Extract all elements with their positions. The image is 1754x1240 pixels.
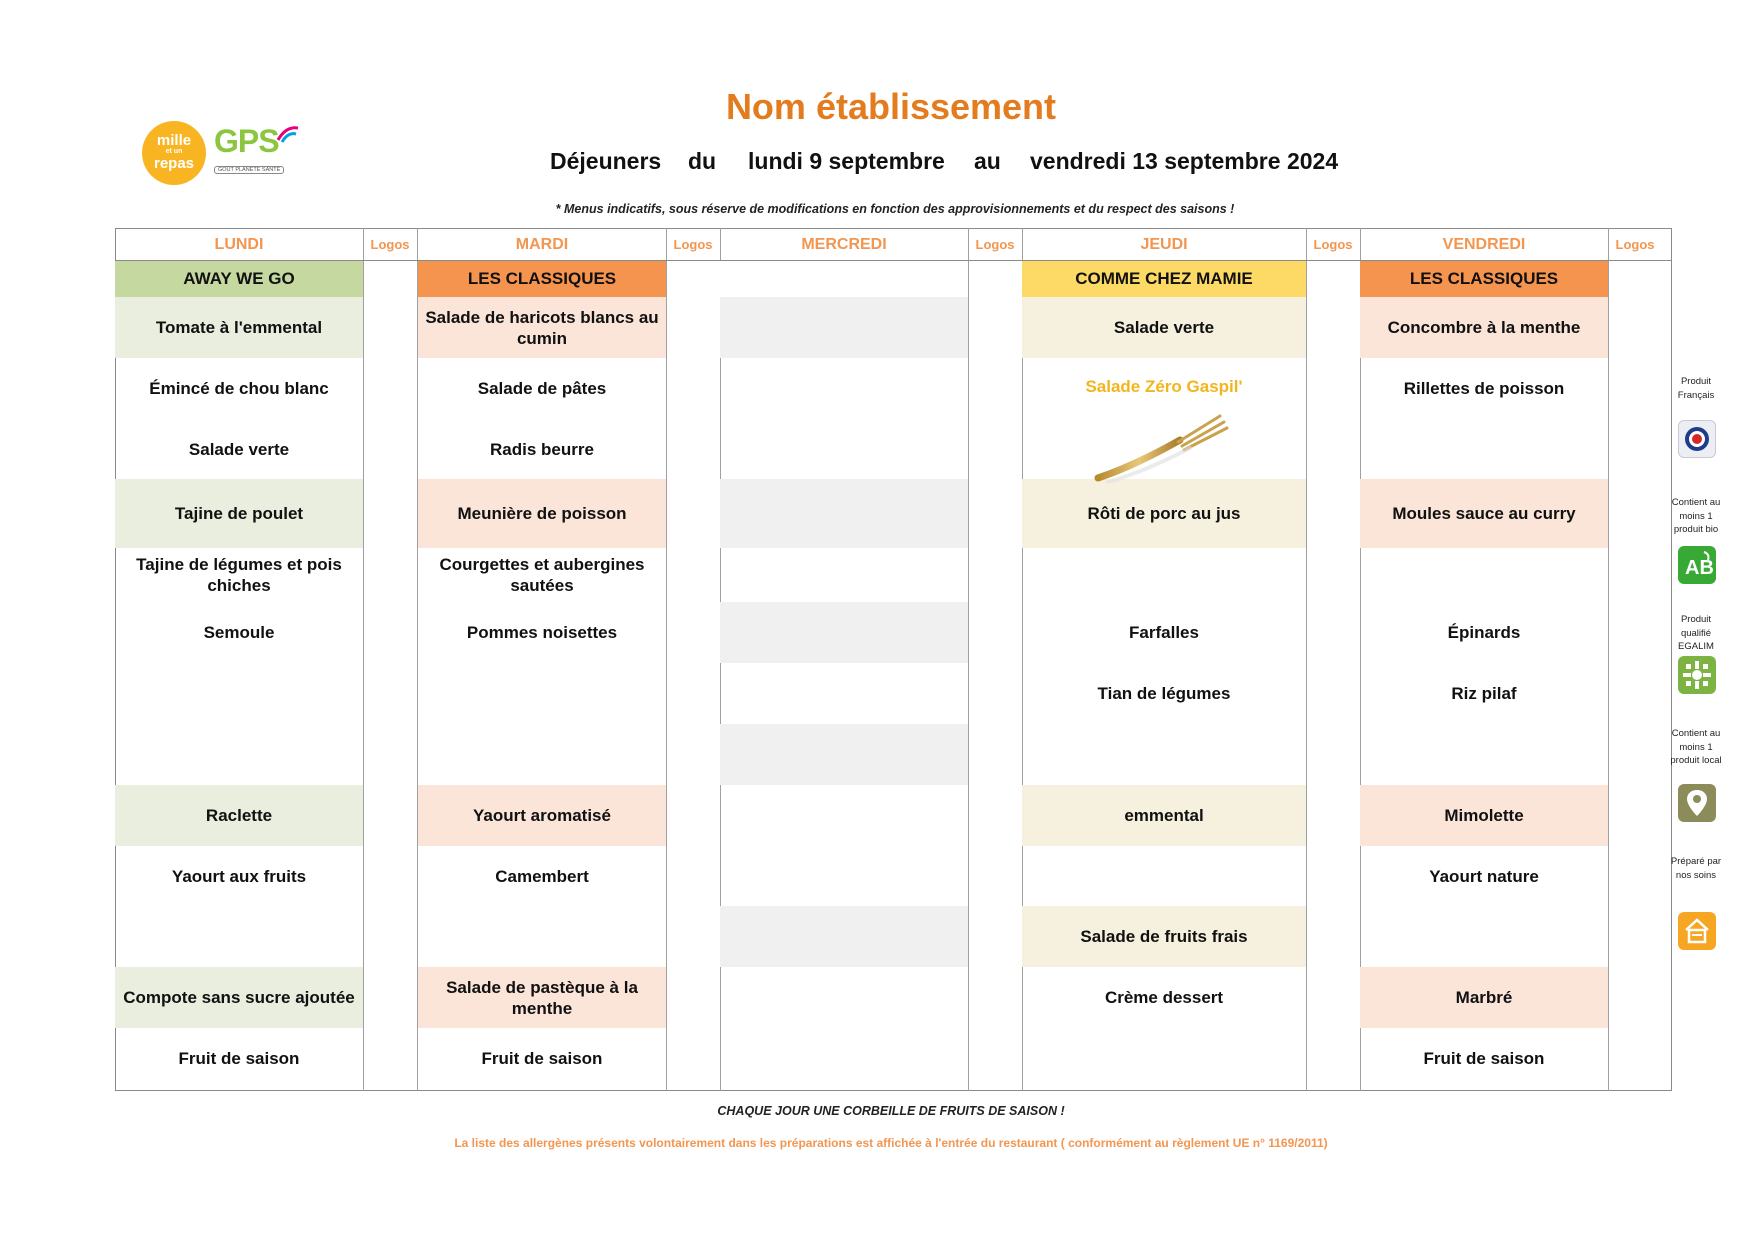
menu-item	[720, 785, 968, 846]
menu-item	[1360, 724, 1608, 785]
menu-item	[1022, 548, 1306, 602]
menu-item	[115, 906, 363, 967]
logos-column-header: Logos	[370, 237, 410, 252]
menu-item	[720, 967, 968, 1028]
menu-item	[720, 602, 968, 663]
menu-item: Salade verte	[188, 439, 290, 459]
theme-banner: COMME CHEZ MAMIE	[1022, 260, 1306, 297]
fruit-basket-note: CHAQUE JOUR UNE CORBEILLE DE FRUITS DE SAISON !	[717, 1104, 1065, 1118]
organic-ab-icon	[1678, 546, 1716, 584]
logo-text-line3: repas	[153, 155, 195, 172]
establishment-title: Nom établissement	[725, 86, 1057, 127]
menu-item: Salade de haricots blancs au cumin	[418, 297, 666, 358]
menu-item: Yaourt aromatisé	[418, 785, 666, 846]
menu-item: Yaourt aux fruits	[171, 866, 307, 886]
column-divider	[1306, 228, 1307, 1091]
menu-item	[720, 548, 968, 602]
day-header-vendredi: VENDREDI	[1442, 236, 1526, 253]
column-divider	[666, 228, 667, 1091]
menu-item	[720, 846, 968, 906]
date-to-label: au	[974, 148, 1001, 174]
menu-item: Émincé de chou blanc	[149, 379, 329, 398]
theme-banner: LES CLASSIQUES	[418, 260, 666, 297]
gps-logo-text: GPS	[214, 123, 279, 159]
menu-item: Marbré	[1360, 967, 1608, 1028]
menu-item	[1022, 846, 1306, 906]
menu-disclaimer: * Menus indicatifs, sous réserve de modifications en fonction des approvisionnements et du respect des saisons !	[555, 202, 1235, 216]
menu-item	[720, 358, 968, 419]
logos-column-header: Logos	[673, 237, 713, 252]
menu-item	[720, 724, 968, 785]
menu-item: Fruit de saison	[178, 1049, 300, 1068]
menu-item	[720, 419, 968, 479]
menu-item	[418, 663, 666, 724]
menu-item: Concombre à la menthe	[1360, 297, 1608, 358]
logos-column-header: Logos	[1313, 237, 1353, 252]
theme-banner	[720, 260, 968, 297]
legend-label-homemade: Préparé par nos soins	[1670, 856, 1722, 881]
local-pin-icon	[1678, 784, 1716, 822]
svg-text:AB: AB	[1685, 557, 1714, 579]
menu-item: Riz pilaf	[1451, 684, 1517, 703]
column-divider	[1608, 228, 1609, 1091]
start-date: lundi 9 septembre	[748, 148, 945, 174]
menu-item: Tajine de poulet	[115, 479, 363, 548]
logos-column-header: Logos	[975, 237, 1015, 252]
menu-item: Farfalles	[1129, 623, 1199, 642]
menu-item: Salade de fruits frais	[1022, 906, 1306, 967]
legend-label-local: Contient au moins 1 produit local	[1670, 728, 1722, 766]
gps-tagline: GOÛT PLANÈTE SANTÉ	[214, 166, 284, 174]
menu-item: Radis beurre	[490, 439, 594, 459]
menu-item: Semoule	[203, 623, 275, 642]
menu-item: Salade de pâtes	[477, 379, 607, 398]
gps-logo	[214, 124, 300, 180]
mille-et-un-repas-logo	[142, 121, 206, 185]
menu-item	[1360, 906, 1608, 967]
menu-item: Raclette	[115, 785, 363, 846]
menu-item: Tian de légumes	[1097, 684, 1231, 703]
menu-item: Rillettes de poisson	[1403, 379, 1565, 398]
header-divider	[115, 260, 1672, 261]
menu-item	[115, 663, 363, 724]
menu-item: Tajine de légumes et pois chiches	[136, 555, 342, 595]
legend-label-french: Produit Français	[1677, 376, 1715, 401]
menu-item: Épinards	[1447, 623, 1521, 642]
menu-item	[115, 724, 363, 785]
day-header-mercredi: MERCREDI	[801, 236, 887, 253]
allergen-note: La liste des allergènes présents volontairement dans les préparations est affichée à l'entrée du restaurant ( conformément au règlement UE n° 1169/2011)	[454, 1136, 1328, 1150]
menu-item	[418, 906, 666, 967]
menu-item: Tomate à l'emmental	[115, 297, 363, 358]
date-from-label: du	[688, 148, 717, 174]
menu-item	[1360, 548, 1608, 602]
menu-item: Fruit de saison	[481, 1049, 603, 1068]
menu-item	[1022, 724, 1306, 785]
menu-item: Courgettes et aubergines sautées	[439, 555, 645, 595]
end-date: vendredi 13 septembre 2024	[1030, 148, 1339, 174]
logos-column-header: Logos	[1615, 237, 1655, 252]
column-divider	[363, 228, 364, 1091]
menu-item: Salade verte	[1022, 297, 1306, 358]
menu-item: Meunière de poisson	[418, 479, 666, 548]
menu-item: Moules sauce au curry	[1360, 479, 1608, 548]
meal-label: Déjeuners	[550, 148, 662, 174]
french-product-icon	[1678, 420, 1716, 458]
menu-item	[720, 479, 968, 548]
menu-item: Rôti de porc au jus	[1022, 479, 1306, 548]
menu-item	[1360, 419, 1608, 479]
menu-item: emmental	[1022, 785, 1306, 846]
menu-item: Compote sans sucre ajoutée	[115, 967, 363, 1028]
menu-item: Fruit de saison	[1423, 1049, 1545, 1068]
menu-item	[720, 1028, 968, 1089]
menu-item: Crème dessert	[1104, 988, 1224, 1007]
theme-banner: AWAY WE GO	[115, 260, 363, 297]
menu-item	[418, 724, 666, 785]
menu-item	[720, 663, 968, 724]
day-header-lundi: LUNDI	[214, 236, 264, 253]
logo-text-line2: et un	[165, 148, 183, 155]
legend-label-organic: Contient au moins 1 produit bio	[1671, 497, 1721, 535]
menu-item: Camembert	[495, 866, 589, 886]
homemade-icon	[1678, 912, 1716, 950]
menu-item: Salade de pastèque à la menthe	[418, 967, 666, 1028]
menu-item: Pommes noisettes	[466, 623, 618, 642]
legend-label-egalim: Produit qualifié EGALIM	[1678, 614, 1714, 652]
theme-banner: LES CLASSIQUES	[1360, 260, 1608, 297]
menu-item: Yaourt nature	[1429, 866, 1539, 886]
menu-item: Mimolette	[1360, 785, 1608, 846]
fork-icon	[1094, 408, 1234, 484]
day-header-jeudi: JEUDI	[1140, 236, 1188, 253]
menu-item	[720, 906, 968, 967]
egalim-icon	[1678, 656, 1716, 694]
column-divider	[968, 228, 969, 1091]
menu-item	[720, 297, 968, 358]
day-header-mardi: MARDI	[515, 236, 569, 253]
menu-item	[1022, 1028, 1306, 1089]
logo-text-line1: mille	[156, 132, 192, 149]
zero-gaspil-item: Salade Zéro Gaspil'	[1085, 377, 1243, 396]
